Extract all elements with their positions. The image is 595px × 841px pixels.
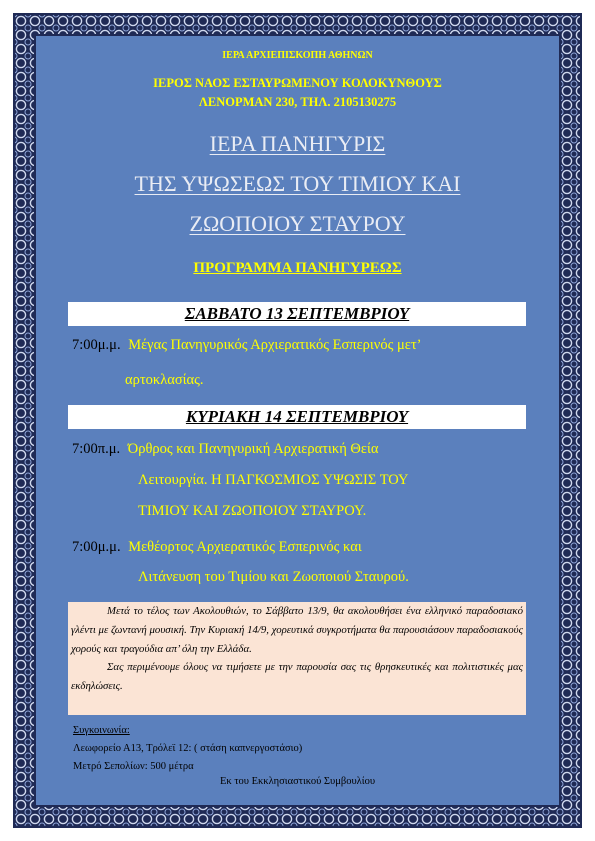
church-name: ΙΕΡΟΣ ΝΑΟΣ ΕΣΤΑΥΡΩΜΕΝΟΥ ΚΟΛΟΚΥΝΘΟΥΣ <box>153 76 442 90</box>
title-line-3: ΖΩΟΠΟΙΟΥ ΣΤΑΥΡΟΥ <box>189 211 406 236</box>
day-saturday-heading: ΣΑΒΒΑΤΟ 13 ΣΕΠΤΕΜΒΡΙΟΥ <box>68 302 526 326</box>
event-line: Λιτάνευση του Τιμίου και Ζωοποιού Σταυρού. <box>138 569 409 585</box>
church-info <box>0 74 595 112</box>
day-sunday-heading: ΚΥΡΙΑΚΗ 14 ΣΕΠΤΕΜΒΡΙΟΥ <box>68 405 526 429</box>
event-sunday-liturgy <box>72 440 409 519</box>
event-sunday-vespers <box>72 538 409 585</box>
event-line: Λειτουργία. Η ΠΑΓΚΟΣΜΙΟΣ ΥΨΩΣΙΣ ΤΟΥ <box>138 472 409 488</box>
transit-info <box>73 722 302 776</box>
announcement-box <box>68 602 526 715</box>
program-heading: ΠΡΟΓΡΑΜΜΑ ΠΑΝΗΓΥΡΕΩΣ <box>193 260 402 276</box>
event-saturday-vespers <box>72 336 422 388</box>
announcement-paragraph: Σας περιμένουμε όλους να τιμήσετε με την παρουσία σας τις θρησκευτικές και πολιτιστικές μας εκδηλώσεις. <box>71 661 523 693</box>
announcement-paragraph: Μετά το τέλος των Ακολουθιών, το Σάββατο 13/9, θα ακολουθήσει ένα ελληνικό παραδοσιακό γλέντι με ζωντανή μουσική. Την Κυριακή 14/9, χορευτικά συγκροτήματα θα παρουσιάσουν παραδοσιακούς χορούς και τραγούδια απ’ όλη την Ελλάδα. <box>71 605 523 655</box>
feast-title <box>0 124 595 244</box>
transit-heading: Συγκοινωνία: <box>73 725 130 736</box>
event-line: Όρθρος και Πανηγυρική Αρχιερατική Θεία <box>127 441 379 457</box>
event-line: Μεθέορτος Αρχιερατικός Εσπερινός και <box>128 539 362 555</box>
signoff: Εκ του Εκκλησιαστικού Συμβουλίου <box>219 776 376 787</box>
event-line: αρτοκλασίας. <box>125 372 204 388</box>
title-line-2: ΤΗΣ ΥΨΩΣΕΩΣ ΤΟΥ ΤΙΜΙΟΥ ΚΑΙ <box>134 171 461 196</box>
event-line: ΤΙΜΙΟΥ ΚΑΙ ΖΩΟΠΟΙΟΥ ΣΤΑΥΡΟΥ. <box>138 503 367 519</box>
transit-metro: Μετρό Σεπολίων: 500 μέτρα <box>73 761 194 772</box>
diocese-name: ΙΕΡΑ ΑΡΧΙΕΠΙΣΚΟΠΗ ΑΘΗΝΩΝ <box>222 50 373 61</box>
event-time: 7:00μ.μ. <box>72 539 121 555</box>
church-address: ΛΕΝΟΡΜΑΝ 230, ΤΗΛ. 2105130275 <box>198 95 397 109</box>
event-line: Μέγας Πανηγυρικός Αρχιερατικός Εσπερινός μετ’ <box>128 337 422 353</box>
event-time: 7:00π.μ. <box>72 441 121 457</box>
transit-bus: Λεωφορείο Α13, Τρόλεϊ 12: ( στάση καπνεργοστάσιο) <box>73 743 303 754</box>
title-line-1: ΙΕΡΑ ΠΑΝΗΓΥΡΙΣ <box>209 131 386 156</box>
event-time: 7:00μ.μ. <box>72 337 121 353</box>
